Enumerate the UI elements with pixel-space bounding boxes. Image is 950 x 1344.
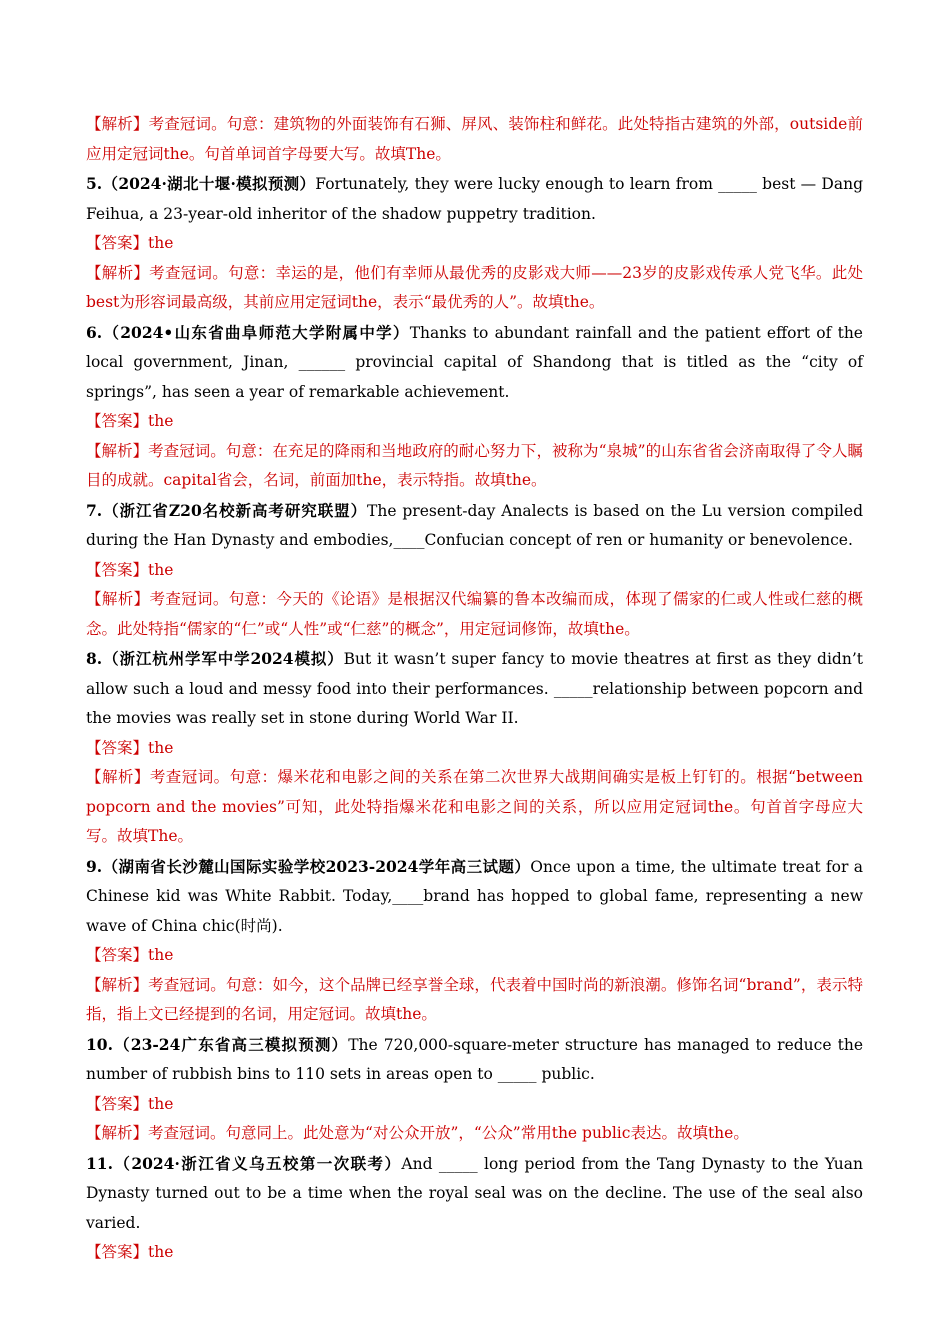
answer-text: the bbox=[148, 1243, 174, 1261]
analysis-text: 考查冠词。句意：如今，这个品牌已经享誉全球，代表着中国时尚的新浪潮。修饰名词“brand”，表示特指，指上文已经提到的名词，用定冠词。故填the。 bbox=[86, 975, 863, 1023]
question-source: （2024·浙江省义乌五校第一次联考） bbox=[112, 1153, 402, 1173]
answer-line bbox=[86, 1090, 863, 1120]
analysis-label: 【解析】 bbox=[86, 263, 150, 282]
answer-label: 【答案】 bbox=[86, 1094, 149, 1113]
analysis-label: 【解析】 bbox=[86, 590, 150, 608]
question-text: Thanks to abundant rainfall and the patient effort of the local government, Jinan, ______ provincial capital of Shandong that is titled as the “city of springs”, has seen a year of remarkable achievement. bbox=[86, 323, 863, 401]
answer-label: 【答案】 bbox=[86, 738, 149, 757]
question-item bbox=[86, 852, 863, 942]
answer-label: 【答案】 bbox=[86, 1243, 149, 1261]
question-item bbox=[86, 169, 863, 229]
analysis-label: 【解析】 bbox=[86, 768, 150, 786]
analysis-paragraph bbox=[86, 971, 863, 1030]
question-text: Once upon a time, the ultimate treat for a Chinese kid was White Rabbit. Today,____brand has hopped to global fame, representing a new wave of China chic(时尚). bbox=[86, 857, 863, 935]
analysis-text: 考查冠词。句意：今天的《论语》是根据汉代编纂的鲁本改编而成，体现了儒家的仁或人性或仁慈的概念。此处特指“儒家的“仁”或“人性”或“仁慈”的概念”，用定冠词修饰，故填the。 bbox=[86, 590, 863, 638]
question-source: （2024•山东省曲阜师范大学附属中学） bbox=[102, 322, 410, 342]
question-number: 8. bbox=[86, 649, 103, 668]
question-text: The present-day Analects is based on the Lu version compiled during the Han Dynasty and embodies,____Confucian concept of ren or humanity or benevolence. bbox=[86, 501, 863, 549]
analysis-paragraph bbox=[86, 585, 863, 644]
question-item bbox=[86, 1030, 863, 1090]
answer-label: 【答案】 bbox=[86, 560, 149, 579]
question-source: （23-24广东省高三模拟预测） bbox=[112, 1034, 349, 1054]
analysis-paragraph bbox=[86, 437, 863, 496]
answer-text: the bbox=[148, 560, 174, 579]
answer-line bbox=[86, 229, 863, 259]
question-source: （浙江杭州学军中学2024模拟） bbox=[102, 649, 344, 668]
question-item bbox=[86, 1149, 863, 1239]
question-number: 11. bbox=[86, 1153, 113, 1173]
analysis-label: 【解析】 bbox=[86, 1124, 149, 1142]
answer-text: the bbox=[148, 1094, 174, 1113]
analysis-paragraph bbox=[86, 110, 863, 169]
question-number: 9. bbox=[86, 856, 103, 876]
analysis-text: 考查冠词。句意同上。此处意为“对公众开放”，“公众”常用the public表达。故填the。 bbox=[148, 1124, 749, 1142]
analysis-text: 考查冠词。句意：建筑物的外面装饰有石狮、屏风、装饰柱和鲜花。此处特指古建筑的外部，outside前应用定冠词the。句首单词首字母要大写。故填The。 bbox=[86, 115, 863, 163]
document-body bbox=[86, 110, 863, 1268]
question-text: Fortunately, they were lucky enough to learn from _____ best — Dang Feihua, a 23-year-old inheritor of the shadow puppetry tradition. bbox=[86, 175, 863, 223]
question-source: （浙江省Z20名校新高考研究联盟） bbox=[102, 500, 368, 520]
analysis-paragraph bbox=[86, 259, 863, 318]
analysis-paragraph bbox=[86, 763, 863, 852]
analysis-text: 考查冠词。句意：爆米花和电影之间的关系在第二次世界大战期间确实是板上钉钉的。根据“between popcorn and the movies”可知，此处特指爆米花和电影之间的关系，所以应用定冠词the。句首首字母应大写。故填The。 bbox=[86, 768, 863, 845]
analysis-label: 【解析】 bbox=[86, 975, 149, 994]
question-text: And _____ long period from the Tang Dynasty to the Yuan Dynasty turned out to be a time when the royal seal was on the decline. The use of the seal also varied. bbox=[86, 1154, 863, 1232]
analysis-text: 考查冠词。句意：在充足的降雨和当地政府的耐心努力下，被称为“泉城”的山东省省会济南取得了令人瞩目的成就。capital省会，名词，前面加the，表示特指。故填the。 bbox=[86, 441, 863, 489]
question-number: 7. bbox=[86, 500, 103, 520]
question-source: （2024·湖北十堰·模拟预测） bbox=[102, 174, 316, 193]
answer-text: the bbox=[148, 412, 174, 430]
answer-text: the bbox=[148, 738, 174, 757]
analysis-label: 【解析】 bbox=[86, 441, 149, 460]
analysis-label: 【解析】 bbox=[86, 115, 149, 133]
question-source: （湖南省长沙麓山国际实验学校2023-2024学年高三试题） bbox=[102, 856, 531, 876]
analysis-paragraph bbox=[86, 1119, 863, 1149]
answer-line bbox=[86, 407, 863, 437]
question-item bbox=[86, 644, 863, 734]
answer-line bbox=[86, 734, 863, 764]
answer-label: 【答案】 bbox=[86, 946, 149, 964]
answer-line bbox=[86, 1238, 863, 1268]
question-text: But it wasn’t super fancy to movie theatres at first as they didn’t allow such a loud and messy food into their performances. _____relationship between popcorn and the movies was really set in stone during World War II. bbox=[86, 650, 863, 727]
question-item bbox=[86, 318, 863, 408]
question-text: The 720,000-square-meter structure has managed to reduce the number of rubbish bins to 110 sets in areas open to _____ public. bbox=[86, 1035, 863, 1083]
question-number: 10. bbox=[86, 1034, 113, 1054]
answer-line bbox=[86, 941, 863, 971]
answer-label: 【答案】 bbox=[86, 234, 149, 252]
answer-text: the bbox=[148, 946, 174, 964]
question-number: 6. bbox=[86, 322, 103, 342]
answer-label: 【答案】 bbox=[86, 412, 149, 430]
answer-line bbox=[86, 556, 863, 586]
question-item bbox=[86, 496, 863, 556]
question-number: 5. bbox=[86, 174, 103, 193]
analysis-text: 考查冠词。句意：幸运的是，他们有幸师从最优秀的皮影戏大师——23岁的皮影戏传承人党飞华。此处best为形容词最高级，其前应用定冠词the，表示“最优秀的人”。故填the。 bbox=[86, 263, 863, 311]
answer-text: the bbox=[148, 234, 174, 252]
